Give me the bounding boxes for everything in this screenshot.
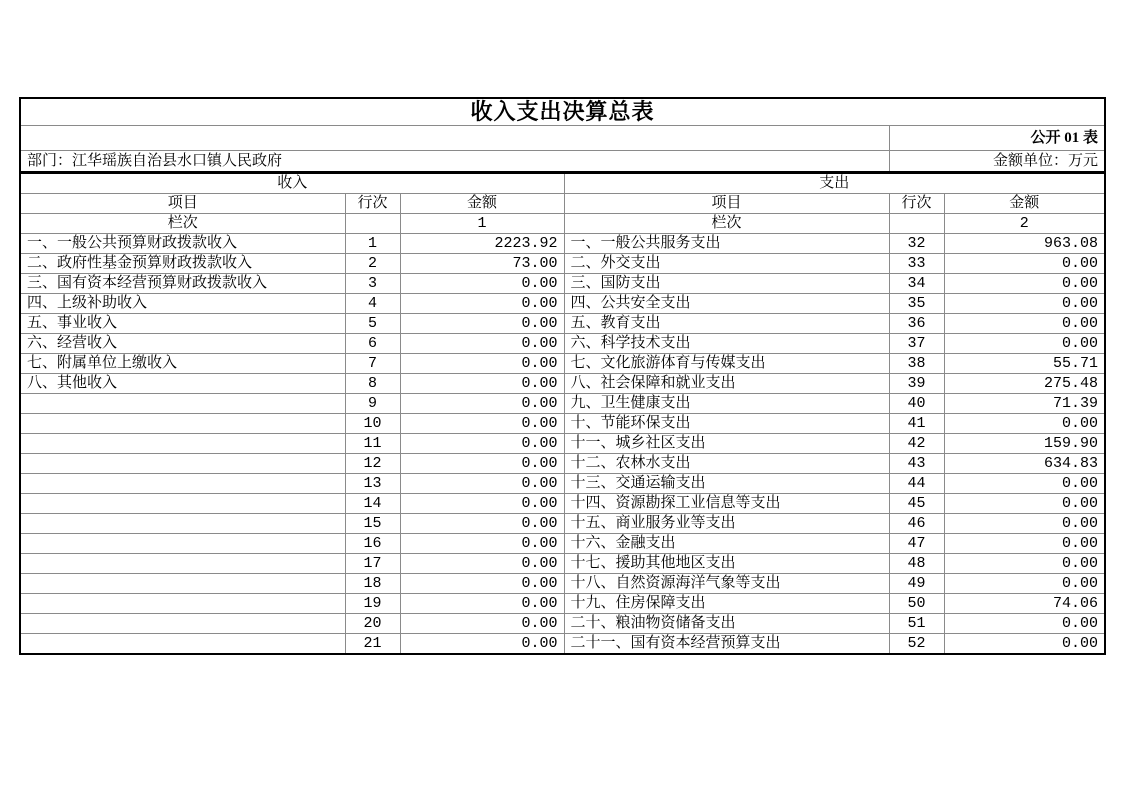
income-rowno-cell: 9 bbox=[345, 394, 400, 414]
income-item-cell: 一、一般公共预算财政拨款收入 bbox=[20, 234, 345, 254]
table-row bbox=[20, 434, 1105, 454]
table-row bbox=[20, 614, 1105, 634]
income-amount-cell: 0.00 bbox=[400, 374, 564, 394]
department-label: 部门：江华瑶族自治县水口镇人民政府 bbox=[20, 151, 889, 173]
income-rowno-cell: 2 bbox=[345, 254, 400, 274]
expense-rowno-header: 行次 bbox=[889, 194, 944, 214]
table-row bbox=[20, 294, 1105, 314]
income-amount-cell: 0.00 bbox=[400, 314, 564, 334]
expense-amount-cell: 0.00 bbox=[944, 634, 1105, 655]
expense-amount-cell: 0.00 bbox=[944, 334, 1105, 354]
income-amount-cell: 0.00 bbox=[400, 414, 564, 434]
income-rowno-cell: 19 bbox=[345, 594, 400, 614]
expense-amount-cell: 634.83 bbox=[944, 454, 1105, 474]
expense-item-cell: 五、教育支出 bbox=[564, 314, 889, 334]
final-accounts-table bbox=[19, 97, 1106, 655]
expense-amount-cell: 0.00 bbox=[944, 574, 1105, 594]
unit-label: 金额单位：万元 bbox=[889, 151, 1105, 173]
expense-rowno-cell: 52 bbox=[889, 634, 944, 655]
income-amount-cell: 0.00 bbox=[400, 554, 564, 574]
income-rowno-cell: 21 bbox=[345, 634, 400, 655]
expense-item-cell: 七、文化旅游体育与传媒支出 bbox=[564, 354, 889, 374]
expense-item-cell: 十、节能环保支出 bbox=[564, 414, 889, 434]
income-rowno-cell: 20 bbox=[345, 614, 400, 634]
expense-item-cell: 二、外交支出 bbox=[564, 254, 889, 274]
section-row bbox=[20, 173, 1105, 194]
expense-amount-cell: 0.00 bbox=[944, 494, 1105, 514]
expense-rowno-cell: 36 bbox=[889, 314, 944, 334]
expense-item-cell: 三、国防支出 bbox=[564, 274, 889, 294]
income-item-cell bbox=[20, 434, 345, 454]
expense-rowno-cell: 32 bbox=[889, 234, 944, 254]
table-row bbox=[20, 454, 1105, 474]
income-item-cell bbox=[20, 614, 345, 634]
expense-item-cell: 八、社会保障和就业支出 bbox=[564, 374, 889, 394]
expense-rowno-cell: 51 bbox=[889, 614, 944, 634]
expenditure-section-header: 支出 bbox=[564, 173, 1105, 194]
income-lanci-label: 栏次 bbox=[20, 214, 345, 234]
table-row bbox=[20, 594, 1105, 614]
income-rowno-cell: 12 bbox=[345, 454, 400, 474]
income-rowno-cell: 13 bbox=[345, 474, 400, 494]
table-row bbox=[20, 254, 1105, 274]
income-rowno-cell: 1 bbox=[345, 234, 400, 254]
income-amount-cell: 0.00 bbox=[400, 514, 564, 534]
income-item-cell bbox=[20, 514, 345, 534]
expense-item-header: 项目 bbox=[564, 194, 889, 214]
empty-cell bbox=[20, 126, 889, 151]
expense-item-cell: 九、卫生健康支出 bbox=[564, 394, 889, 414]
income-rowno-cell: 16 bbox=[345, 534, 400, 554]
table-row bbox=[20, 554, 1105, 574]
table-row bbox=[20, 394, 1105, 414]
income-rowno-header: 行次 bbox=[345, 194, 400, 214]
income-rowno-cell: 5 bbox=[345, 314, 400, 334]
expense-item-cell: 一、一般公共服务支出 bbox=[564, 234, 889, 254]
income-amount-cell: 2223.92 bbox=[400, 234, 564, 254]
expense-item-cell: 十一、城乡社区支出 bbox=[564, 434, 889, 454]
expense-amount-cell: 0.00 bbox=[944, 414, 1105, 434]
expense-amount-cell: 0.00 bbox=[944, 274, 1105, 294]
income-rowno-cell: 7 bbox=[345, 354, 400, 374]
column-header-row bbox=[20, 194, 1105, 214]
income-item-cell bbox=[20, 634, 345, 655]
expense-rowno-cell: 47 bbox=[889, 534, 944, 554]
expense-amount-cell: 0.00 bbox=[944, 514, 1105, 534]
income-amount-cell: 0.00 bbox=[400, 614, 564, 634]
income-rowno-cell: 3 bbox=[345, 274, 400, 294]
expense-amount-header: 金额 bbox=[944, 194, 1105, 214]
income-item-cell: 六、经营收入 bbox=[20, 334, 345, 354]
income-rowno-cell: 6 bbox=[345, 334, 400, 354]
table-body bbox=[20, 234, 1105, 655]
expense-rowno-cell: 39 bbox=[889, 374, 944, 394]
empty-cell bbox=[345, 214, 400, 234]
table-row bbox=[20, 414, 1105, 434]
expense-item-cell: 十二、农林水支出 bbox=[564, 454, 889, 474]
table-row bbox=[20, 274, 1105, 294]
income-amount-cell: 0.00 bbox=[400, 454, 564, 474]
income-item-cell: 五、事业收入 bbox=[20, 314, 345, 334]
expense-item-cell: 十三、交通运输支出 bbox=[564, 474, 889, 494]
expense-amount-cell: 0.00 bbox=[944, 554, 1105, 574]
table-row bbox=[20, 494, 1105, 514]
income-amount-cell: 0.00 bbox=[400, 634, 564, 655]
income-amount-header: 金额 bbox=[400, 194, 564, 214]
income-item-header: 项目 bbox=[20, 194, 345, 214]
expense-item-cell: 十四、资源勘探工业信息等支出 bbox=[564, 494, 889, 514]
expense-rowno-cell: 35 bbox=[889, 294, 944, 314]
income-rowno-cell: 17 bbox=[345, 554, 400, 574]
income-amount-cell: 0.00 bbox=[400, 274, 564, 294]
income-rowno-cell: 15 bbox=[345, 514, 400, 534]
income-rowno-cell: 14 bbox=[345, 494, 400, 514]
income-item-cell bbox=[20, 394, 345, 414]
expense-amount-cell: 0.00 bbox=[944, 474, 1105, 494]
expense-rowno-cell: 34 bbox=[889, 274, 944, 294]
income-item-cell bbox=[20, 554, 345, 574]
income-rowno-cell: 11 bbox=[345, 434, 400, 454]
table-row bbox=[20, 234, 1105, 254]
expense-rowno-cell: 49 bbox=[889, 574, 944, 594]
income-item-cell bbox=[20, 454, 345, 474]
income-rowno-cell: 4 bbox=[345, 294, 400, 314]
income-section-header: 收入 bbox=[20, 173, 564, 194]
table-row bbox=[20, 354, 1105, 374]
income-item-cell bbox=[20, 594, 345, 614]
expense-rowno-cell: 46 bbox=[889, 514, 944, 534]
income-item-cell bbox=[20, 574, 345, 594]
expenditure-column-index: 2 bbox=[944, 214, 1105, 234]
income-amount-cell: 0.00 bbox=[400, 434, 564, 454]
expense-amount-cell: 71.39 bbox=[944, 394, 1105, 414]
expense-rowno-cell: 41 bbox=[889, 414, 944, 434]
expense-rowno-cell: 33 bbox=[889, 254, 944, 274]
expense-item-cell: 十八、自然资源海洋气象等支出 bbox=[564, 574, 889, 594]
table-header-rows bbox=[20, 98, 1105, 234]
expense-item-cell: 二十一、国有资本经营预算支出 bbox=[564, 634, 889, 655]
income-amount-cell: 0.00 bbox=[400, 534, 564, 554]
expense-rowno-cell: 42 bbox=[889, 434, 944, 454]
expense-amount-cell: 55.71 bbox=[944, 354, 1105, 374]
income-rowno-cell: 18 bbox=[345, 574, 400, 594]
page-title: 收入支出决算总表 bbox=[20, 98, 1105, 126]
income-amount-cell: 0.00 bbox=[400, 394, 564, 414]
expense-rowno-cell: 43 bbox=[889, 454, 944, 474]
table-row bbox=[20, 314, 1105, 334]
department-row bbox=[20, 151, 1105, 173]
expense-item-cell: 十九、住房保障支出 bbox=[564, 594, 889, 614]
income-column-index: 1 bbox=[400, 214, 564, 234]
expense-amount-cell: 0.00 bbox=[944, 614, 1105, 634]
expense-rowno-cell: 50 bbox=[889, 594, 944, 614]
table-row bbox=[20, 474, 1105, 494]
form-code-row bbox=[20, 126, 1105, 151]
income-amount-cell: 0.00 bbox=[400, 294, 564, 314]
expense-item-cell: 十五、商业服务业等支出 bbox=[564, 514, 889, 534]
expense-rowno-cell: 45 bbox=[889, 494, 944, 514]
expense-rowno-cell: 40 bbox=[889, 394, 944, 414]
income-amount-cell: 0.00 bbox=[400, 354, 564, 374]
table-row bbox=[20, 334, 1105, 354]
expense-amount-cell: 0.00 bbox=[944, 254, 1105, 274]
form-code: 公开 01 表 bbox=[889, 126, 1105, 151]
income-item-cell bbox=[20, 414, 345, 434]
income-amount-cell: 0.00 bbox=[400, 574, 564, 594]
table-row bbox=[20, 634, 1105, 655]
table-row bbox=[20, 374, 1105, 394]
title-row bbox=[20, 98, 1105, 126]
expense-item-cell: 二十、粮油物资储备支出 bbox=[564, 614, 889, 634]
expense-amount-cell: 159.90 bbox=[944, 434, 1105, 454]
expense-rowno-cell: 38 bbox=[889, 354, 944, 374]
expense-amount-cell: 0.00 bbox=[944, 294, 1105, 314]
income-item-cell bbox=[20, 494, 345, 514]
table-row bbox=[20, 514, 1105, 534]
income-amount-cell: 0.00 bbox=[400, 334, 564, 354]
expense-amount-cell: 0.00 bbox=[944, 534, 1105, 554]
income-item-cell: 四、上级补助收入 bbox=[20, 294, 345, 314]
expense-item-cell: 六、科学技术支出 bbox=[564, 334, 889, 354]
expense-rowno-cell: 44 bbox=[889, 474, 944, 494]
expense-item-cell: 十七、援助其他地区支出 bbox=[564, 554, 889, 574]
income-amount-cell: 0.00 bbox=[400, 594, 564, 614]
empty-cell bbox=[889, 214, 944, 234]
income-item-cell bbox=[20, 474, 345, 494]
income-amount-cell: 73.00 bbox=[400, 254, 564, 274]
table-row bbox=[20, 574, 1105, 594]
expense-amount-cell: 963.08 bbox=[944, 234, 1105, 254]
expense-item-cell: 四、公共安全支出 bbox=[564, 294, 889, 314]
expense-lanci-label: 栏次 bbox=[564, 214, 889, 234]
income-item-cell: 七、附属单位上缴收入 bbox=[20, 354, 345, 374]
table-row bbox=[20, 534, 1105, 554]
income-item-cell: 二、政府性基金预算财政拨款收入 bbox=[20, 254, 345, 274]
income-item-cell: 三、国有资本经营预算财政拨款收入 bbox=[20, 274, 345, 294]
expense-amount-cell: 275.48 bbox=[944, 374, 1105, 394]
expense-rowno-cell: 37 bbox=[889, 334, 944, 354]
expense-amount-cell: 74.06 bbox=[944, 594, 1105, 614]
income-amount-cell: 0.00 bbox=[400, 494, 564, 514]
column-index-row bbox=[20, 214, 1105, 234]
income-item-cell bbox=[20, 534, 345, 554]
expense-amount-cell: 0.00 bbox=[944, 314, 1105, 334]
income-item-cell: 八、其他收入 bbox=[20, 374, 345, 394]
expense-rowno-cell: 48 bbox=[889, 554, 944, 574]
income-amount-cell: 0.00 bbox=[400, 474, 564, 494]
income-rowno-cell: 10 bbox=[345, 414, 400, 434]
income-rowno-cell: 8 bbox=[345, 374, 400, 394]
expense-item-cell: 十六、金融支出 bbox=[564, 534, 889, 554]
